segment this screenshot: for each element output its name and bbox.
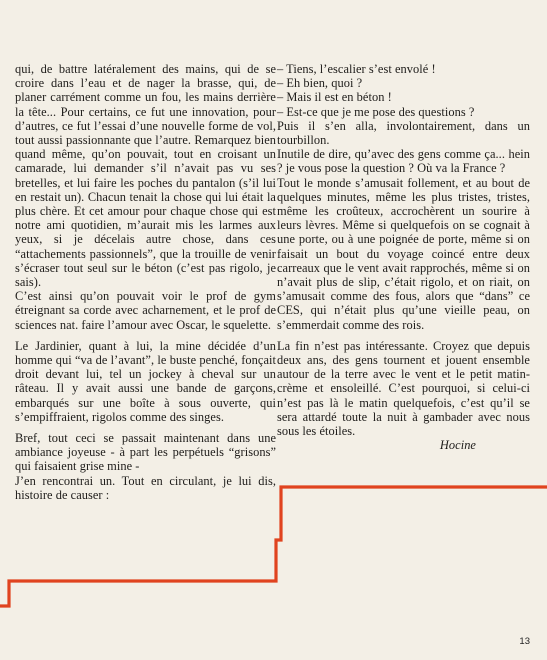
dialogue-line: – Mais il est en béton !	[277, 90, 392, 105]
author-signature: Hocine	[439, 438, 476, 453]
dialogue-line: – Est-ce que je me pose des questions ?	[277, 104, 475, 119]
paragraph-where-is-france: Inutile de dire, qu’avec des gens comme ça... hein ? je vous pose la question ? Où va la France ?	[277, 147, 530, 176]
dialogue-line: – Tiens, l’escalier s’est envolé !	[277, 62, 436, 76]
paragraph-ending: La fin n’est pas intéressante. Croyez que depuis deux ans, des gens tournent et jouent ensemble autour de la terre avec le vent et le petit matin-crème et ensoleillé. C’est pourquoi, si celui-ci n’est pas là le matin quelquefois, c’est qu’il se sera attardé toute la nuit à gambader avec nous sous les étoiles.	[277, 338, 530, 439]
paragraph-flight-description: qui, de battre latéralement des mains, qui de se croire dans l’eau et de nager la brasse, qui, de planer carrément comme un fou, les mains derrière la tête... Pour certains, ce fut une innovation, pour d’autres, ce fut l’essai d’une nouvelle forme de vol, tout aussi passionnante que l’autre. Remarquez bien quand même, qu’on pouvait, tout en croisant un camarade, lui demander s’il n’avait pas vu ses bretelles, et lui faire les poches du pantalon (s’il lui en restait un). Chacun tenait la chose qui lui était la plus chère. Et cet amour pour chaque chose qui est notre ami quotidien, m’aurait mis les larmes aux yeux, si je décelais autre chose, dans ces “attachements passionnels”, que la trouille de venir s’écraser tout seul sur le béton (c’est pas rigolo, je sais).	[15, 62, 276, 290]
page-number: 13	[519, 636, 530, 647]
paragraph-whirlwind: Puis il s’en alla, involontairement, dans un tourbillon.	[277, 118, 530, 148]
dialogue-line: – Eh bien, quoi ?	[277, 76, 363, 91]
paragraph-atmosphere: Bref, tout ceci se passait maintenant dans une ambiance joyeuse - à part les perpétuels “grisons” qui faisaient grise mine -	[15, 431, 276, 474]
paragraph-gardener: Le Jardinier, quant à lui, la mine décidée d’un homme qui “va de l’avant”, le buste penché, fonçait droit devant lui, tel un jockey à cheval sur un râteau. Il y avait aussi une bande de garçons, embarqués sur une boîte à sous ouverte, qui s’empiffraient, rigolos comme des singes.	[15, 338, 276, 424]
stepped-rule-line	[0, 487, 547, 606]
paragraph-gym-teacher: C’est ainsi qu’on pouvait voir le prof de gym étreignant sa corde avec acharnement, et le prof de sciences nat. faire l’amour avec Oscar, le squelette.	[15, 289, 276, 332]
paragraph-everyone-having-fun: Tout le monde s’amusait follement, et au bout de quelques minutes, même les plus tristes, tristes, même les croûteux, accrochèrent un sourire à leurs lèvres. Même si quelquefois on se cognait à une porte, ou à une poignée de porte, même si on faisait un bout du voyage coincé entre deux carreaux que le vent avait rapprochés, même si on n’avait plus de slip, c’était rigolo, et on riait, on s’amusait comme des fous, alors que “dans” ce CES, qui n’était plus qu’une vieille peau, on s’emmerdait comme des rois.	[277, 175, 530, 332]
paragraph-encounter: J’en rencontrai un. Tout en circulant, je lui dis, histoire de causer :	[15, 473, 276, 502]
